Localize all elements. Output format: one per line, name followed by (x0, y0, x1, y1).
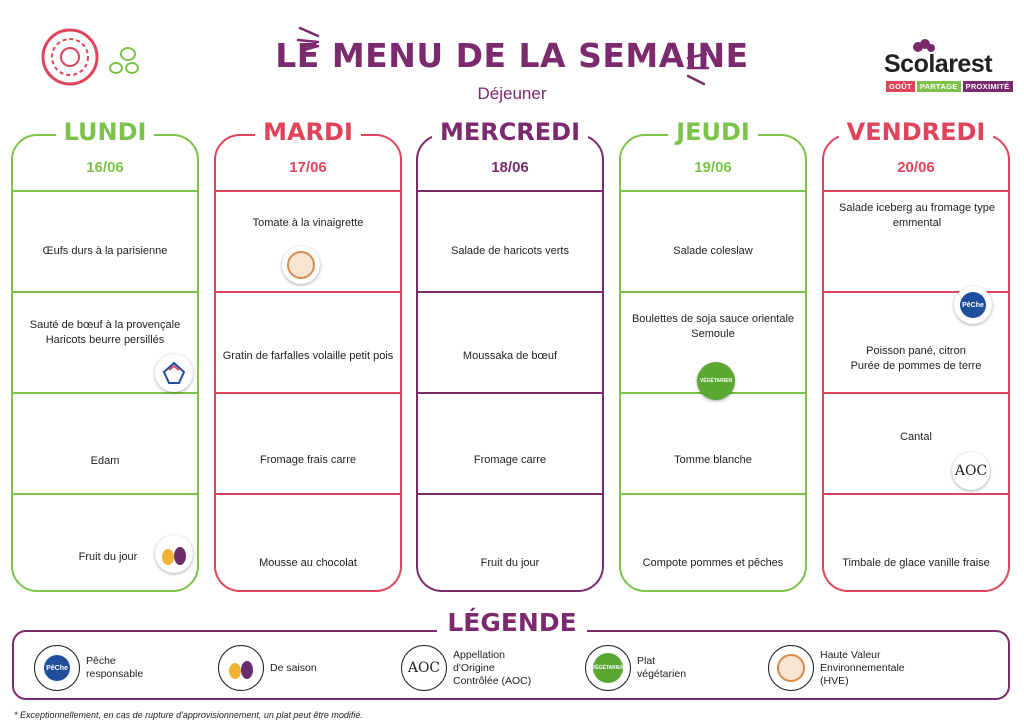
footnote: * Exceptionnellement, en cas de rupture d'approvisionnement, un plat peut être modifié. (14, 710, 363, 720)
peche-responsable-icon (954, 286, 992, 324)
divider (11, 190, 199, 192)
divider (619, 291, 807, 293)
dish-cheese: Cantal (900, 431, 932, 443)
dish-starter: Tomate à la vinaigrette (252, 217, 364, 229)
day-column-lundi (11, 118, 199, 592)
divider (416, 392, 604, 394)
fruit-season-icon (155, 535, 193, 573)
legend-label: Haute Valeur Environnementale (HVE) (820, 648, 905, 687)
dish-starter: Œufs durs à la parisienne (42, 245, 168, 257)
divider (214, 493, 402, 495)
divider (214, 190, 402, 192)
day-column-vendredi (822, 118, 1010, 592)
aoc-badge-text: AOC (407, 659, 441, 676)
day-name: VENDREDI (839, 118, 994, 146)
dish-main: Poisson pané, citron Purée de pommes de terre (850, 345, 982, 372)
dish-dessert: Mousse au chocolat (259, 557, 357, 569)
divider (822, 190, 1010, 192)
dish-starter: Salade iceberg au fromage type emmental (839, 202, 995, 229)
legend-label: De saison (270, 661, 317, 674)
dish-cheese: Tomme blanche (674, 454, 752, 466)
divider (11, 291, 199, 293)
day-column-jeudi (619, 118, 807, 592)
peche-badge-text: PêChe (960, 292, 986, 318)
hve-icon (282, 246, 320, 284)
day-column-mardi (214, 118, 402, 592)
vegetarian-icon (697, 362, 735, 400)
divider (416, 190, 604, 192)
legend-item-vegetarien (585, 645, 686, 691)
day-date: 20/06 (897, 159, 935, 176)
legend-label: Plat végétarien (637, 655, 687, 680)
legend-title: LÉGENDE (437, 608, 586, 637)
page-title: LE MENU DE LA SEMAINE (275, 36, 749, 75)
aoc-icon (401, 645, 447, 691)
hve-icon (768, 645, 814, 691)
aoc-icon (952, 452, 990, 490)
legend-item-hve (768, 645, 905, 691)
dish-cheese: Fromage carre (473, 454, 547, 466)
day-name: JEUDI (668, 118, 758, 146)
day-date: 18/06 (491, 159, 529, 176)
legend-item-peche (34, 645, 143, 691)
divider (11, 493, 199, 495)
dish-cheese: Edam (90, 455, 120, 467)
divider (214, 291, 402, 293)
brand-tag: GOÛT (886, 81, 915, 92)
dish-main: Gratin de farfalles volaille petit pois (222, 350, 394, 362)
brand-tag: PROXIMITÉ (963, 81, 1013, 92)
day-name: MERCREDI (432, 118, 588, 146)
dish-starter: Salade coleslaw (673, 245, 753, 257)
divider (416, 493, 604, 495)
peche-badge-text: PêChe (44, 655, 70, 681)
origin-label-icon (155, 354, 193, 392)
dish-dessert: Fruit du jour (480, 557, 540, 569)
vegetarian-badge-text: VÉGÉTARIEN (593, 653, 623, 683)
divider (416, 291, 604, 293)
day-date: 17/06 (289, 159, 327, 176)
brand-name: Scolarest (884, 50, 993, 78)
page-subtitle: Déjeuner (477, 84, 547, 103)
divider (822, 493, 1010, 495)
dish-dessert: Timbale de glace vanille fraise (842, 557, 990, 569)
legend-label: Appellation d'Origine Contrôlée (AOC) (453, 648, 532, 687)
divider (214, 392, 402, 394)
brand-tags (886, 81, 1013, 92)
legend-item-aoc (401, 645, 531, 691)
day-name: MARDI (255, 118, 361, 146)
divider (11, 392, 199, 394)
legend-label: Pêche responsable (86, 655, 144, 680)
dish-cheese: Fromage frais carre (260, 454, 356, 466)
aoc-badge-text: AOC (954, 463, 988, 479)
brand-tag: PARTAGE (917, 81, 961, 92)
vegetarian-icon (585, 645, 631, 691)
fruit-season-icon (218, 645, 264, 691)
day-name: LUNDI (56, 118, 155, 146)
divider (619, 493, 807, 495)
dish-dessert: Compote pommes et pêches (642, 557, 784, 569)
dish-main: Moussaka de bœuf (462, 350, 558, 362)
peche-responsable-icon (34, 645, 80, 691)
day-date: 16/06 (86, 159, 124, 176)
vegetarian-badge-text: VÉGÉTARIEN (701, 366, 731, 396)
day-date: 19/06 (694, 159, 732, 176)
divider (822, 392, 1010, 394)
dish-starter: Salade de haricots verts (450, 245, 569, 257)
legend-item-saison (218, 645, 317, 691)
dish-dessert: Fruit du jour (78, 551, 138, 563)
dish-main: Sauté de bœuf à la provençale Haricots beurre persillés (29, 319, 181, 346)
dish-main: Boulettes de soja sauce orientale Semoule (631, 313, 795, 340)
divider (619, 190, 807, 192)
day-column-mercredi (416, 118, 604, 592)
